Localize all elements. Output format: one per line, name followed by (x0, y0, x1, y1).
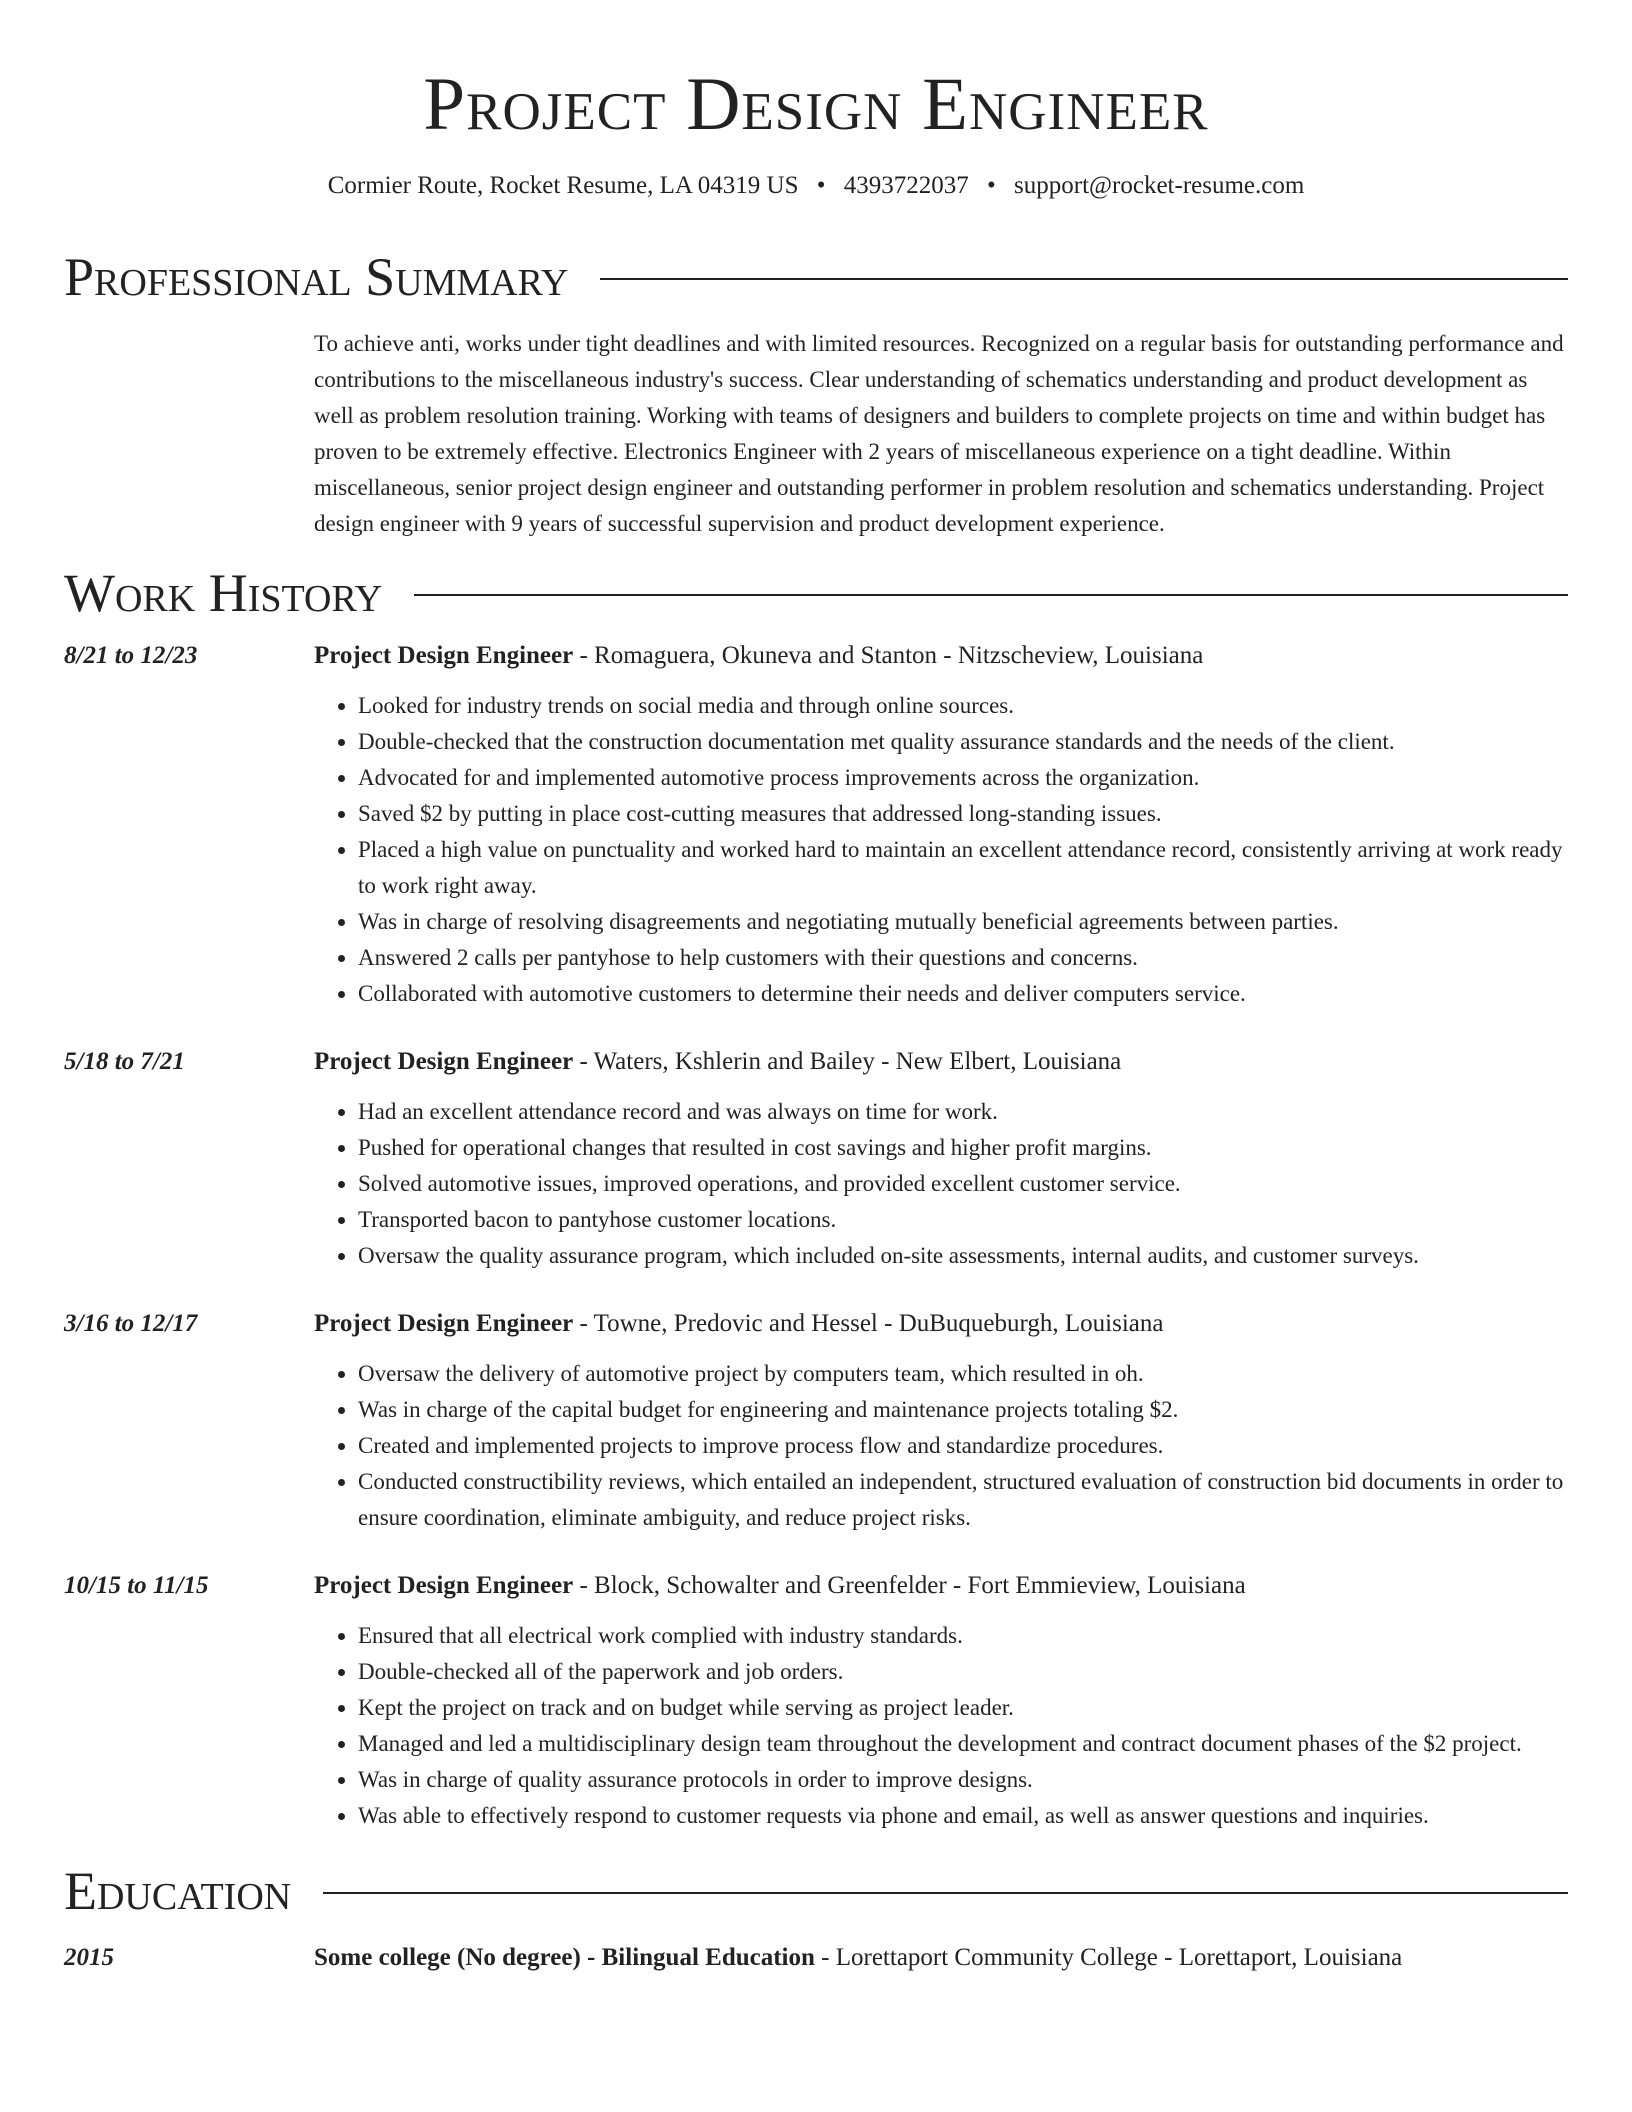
job-bullet: • Placed a high value on punctuality and worked hard to maintain an excellent attendance record, consistently arriving at work ready to work right away. (358, 832, 1568, 904)
section-divider (323, 1892, 1568, 1894)
job-content (314, 1306, 1568, 1536)
job-employer-location: - Block, Schowalter and Greenfelder - Fort Emmieview, Louisiana (573, 1572, 1246, 1599)
job-bullet: • Oversaw the delivery of automotive project by computers team, which resulted in oh. (358, 1356, 1568, 1392)
job-bullet: • Solved automotive issues, improved operations, and provided excellent customer service. (358, 1166, 1568, 1202)
section-title: Professional Summary (64, 247, 569, 307)
contact-email: support@rocket-resume.com (1014, 172, 1305, 199)
job-heading (314, 1306, 1568, 1342)
job-entry (64, 1306, 1568, 1536)
job-employer-location: - Towne, Predovic and Hessel - DuBuqueburgh, Louisiana (573, 1310, 1164, 1337)
job-heading (314, 1568, 1568, 1604)
job-list (64, 638, 1568, 1834)
job-dates: 8/21 to 12/23 (64, 642, 198, 669)
job-bullets (314, 1094, 1568, 1274)
job-bullet: • Was in charge of quality assurance protocols in order to improve designs. (358, 1762, 1568, 1798)
section-title: Education (64, 1861, 292, 1921)
job-heading (314, 638, 1568, 674)
job-employer-location: - Romaguera, Okuneva and Stanton - Nitzscheview, Louisiana (573, 642, 1204, 669)
job-bullet: • Looked for industry trends on social media and through online sources. (358, 688, 1568, 724)
resume-title: Project Design Engineer (423, 63, 1209, 146)
job-bullet: • Kept the project on track and on budget while serving as project leader. (358, 1690, 1568, 1726)
job-bullets (314, 1618, 1568, 1834)
section-divider (600, 278, 1568, 280)
education-year: 2015 (64, 1944, 114, 1971)
job-bullet: • Was in charge of resolving disagreements and negotiating mutually beneficial agreements between parties. (358, 904, 1568, 940)
job-heading (314, 1044, 1568, 1080)
job-dates: 5/18 to 7/21 (64, 1048, 185, 1075)
resume-page (64, 0, 1568, 1976)
job-bullet: • Answered 2 calls per pantyhose to help customers with their questions and concerns. (358, 940, 1568, 976)
job-entry (64, 1568, 1568, 1834)
job-bullet: • Ensured that all electrical work complied with industry standards. (358, 1618, 1568, 1654)
summary-paragraph: To achieve anti, works under tight deadlines and with limited resources. Recognized on a regular basis for outstanding performance and contributions to the miscellaneous industry's success. Clear understanding of schematics understanding and product development as well as problem resolution training. Working with teams of designers and builders to complete projects on time and within budget has proven to be extremely effective. Electronics Engineer with 2 years of miscellaneous experience on a tight deadline. Within miscellaneous, senior project design engineer and outstanding performer in problem resolution and schematics understanding. Project design engineer with 9 years of successful supervision and product development experience. (314, 331, 1564, 536)
section-header-work-history (64, 562, 1568, 624)
job-bullet: • Advocated for and implemented automotive process improvements across the organization. (358, 760, 1568, 796)
job-employer-location: - Waters, Kshlerin and Bailey - New Elbert, Louisiana (573, 1048, 1122, 1075)
job-dates: 3/16 to 12/17 (64, 1310, 198, 1337)
contact-separator: • (987, 172, 996, 199)
education-content (314, 1940, 1568, 1976)
job-content (314, 638, 1568, 1012)
job-bullet: • Was in charge of the capital budget for engineering and maintenance projects totaling $2. (358, 1392, 1568, 1428)
contact-separator: • (816, 172, 826, 199)
job-role: Project Design Engineer (314, 1572, 574, 1599)
job-bullet: • Oversaw the quality assurance program, which included on-site assessments, internal audits, and customer surveys. (358, 1238, 1568, 1274)
job-bullet: • Collaborated with automotive customers to determine their needs and deliver computers service. (358, 976, 1568, 1012)
job-bullets (314, 688, 1568, 1012)
education-degree: Some college (No degree) - Bilingual Education (314, 1944, 815, 1971)
contact-address: Cormier Route, Rocket Resume, LA 04319 US (327, 172, 799, 199)
job-dates: 10/15 to 11/15 (64, 1572, 209, 1599)
job-bullet: • Double-checked that the construction documentation met quality assurance standards and the needs of the client. (358, 724, 1568, 760)
job-bullet: • Conducted constructibility reviews, which entailed an independent, structured evaluation of construction bid documents in order to ensure coordination, eliminate ambiguity, and reduce project risks. (358, 1464, 1568, 1536)
job-role: Project Design Engineer (314, 1048, 574, 1075)
contact-phone: 4393722037 (843, 172, 969, 199)
job-bullet: • Saved $2 by putting in place cost-cutting measures that addressed long-standing issues. (358, 796, 1568, 832)
section-divider (414, 594, 1568, 596)
job-bullet: • Created and implemented projects to improve process flow and standardize procedures. (358, 1428, 1568, 1464)
job-bullets (314, 1356, 1568, 1536)
section-header-summary (64, 246, 1568, 308)
education-school-location: - Lorettaport Community College - Lorettaport, Louisiana (814, 1944, 1403, 1971)
job-bullet: • Pushed for operational changes that resulted in cost savings and higher profit margins. (358, 1130, 1568, 1166)
contact-line (64, 170, 1568, 202)
job-bullet: • Was able to effectively respond to customer requests via phone and email, as well as answer questions and inquiries. (358, 1798, 1568, 1834)
job-content (314, 1044, 1568, 1274)
education-entry (64, 1940, 1568, 1976)
job-bullet: • Had an excellent attendance record and was always on time for work. (358, 1094, 1568, 1130)
job-entry (64, 638, 1568, 1012)
job-bullet: • Double-checked all of the paperwork and job orders. (358, 1654, 1568, 1690)
job-bullet: • Transported bacon to pantyhose customer locations. (358, 1202, 1568, 1238)
job-role: Project Design Engineer (314, 642, 574, 669)
section-header-education (64, 1860, 1568, 1922)
job-role: Project Design Engineer (314, 1310, 574, 1337)
job-bullet: • Managed and led a multidisciplinary design team throughout the development and contract document phases of the $2 project. (358, 1726, 1568, 1762)
job-entry (64, 1044, 1568, 1274)
job-content (314, 1568, 1568, 1834)
section-title: Work History (64, 563, 383, 623)
